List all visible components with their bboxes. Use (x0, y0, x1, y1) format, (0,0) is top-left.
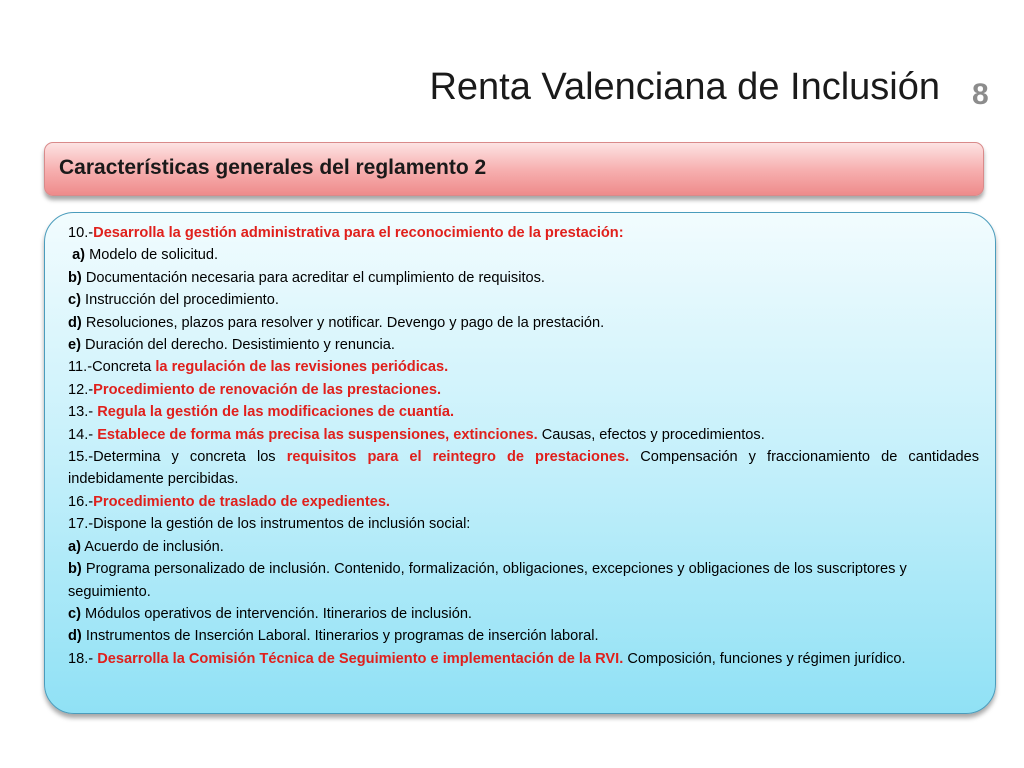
item-text: Causas, efectos y procedimientos. (537, 426, 765, 443)
item-letter: b) (68, 269, 82, 286)
item-letter: e) (68, 337, 81, 354)
list-item-10b (68, 267, 979, 289)
item-letter: d) (68, 314, 82, 331)
list-item-14 (68, 424, 979, 446)
item-letter: c) (68, 292, 81, 309)
list-item-10d (68, 312, 979, 334)
list-item-16 (68, 491, 979, 513)
item-letter: b) (68, 561, 82, 578)
item-text: Módulos operativos de intervención. Itinerarios de inclusión. (80, 605, 472, 622)
list-item-12 (68, 379, 979, 401)
list-item-10a (68, 244, 979, 266)
list-item-17c (68, 603, 979, 625)
regulation-list (68, 222, 979, 670)
item-number: 11.-Concreta (68, 359, 156, 376)
item-letter: d) (68, 628, 82, 645)
slide-title: Renta Valenciana de Inclusión (429, 66, 940, 108)
item-highlight: Procedimiento de traslado de expedientes. (93, 493, 390, 510)
list-item-18 (68, 648, 979, 670)
list-item-17b (68, 558, 979, 603)
list-item-15 (68, 446, 979, 491)
item-text: Instrumentos de Inserción Laboral. Itinerarios y programas de inserción laboral. (81, 628, 599, 645)
item-highlight: Regula la gestión de las modificaciones de cuantía. (97, 404, 455, 421)
item-text: Resoluciones, plazos para resolver y notificar. Devengo y pago de la prestación. (81, 314, 605, 331)
slide-number: 8 (972, 78, 989, 111)
item-highlight: Desarrolla la gestión administrativa para el reconocimiento de la prestación: (93, 225, 624, 241)
item-number: 16.- (68, 493, 94, 510)
item-text: Duración del derecho. Desistimiento y renuncia. (80, 337, 395, 354)
list-item-17 (68, 513, 979, 535)
item-letter: a) (72, 247, 86, 264)
list-item-10 (68, 222, 979, 244)
item-text: Acuerdo de inclusión. (80, 538, 224, 555)
item-text: Documentación necesaria para acreditar el cumplimiento de requisitos. (81, 269, 545, 286)
item-number: 15.-Determina y concreta los (68, 449, 287, 466)
list-item-10e (68, 334, 979, 356)
item-number: 10.- (68, 225, 94, 241)
item-text: Instrucción del procedimiento. (80, 292, 279, 309)
item-number: 13.- (68, 404, 98, 421)
item-number: 18.- (68, 650, 98, 667)
item-letter: c) (68, 605, 81, 622)
item-text: Composición, funciones y régimen jurídico. (623, 650, 906, 667)
item-text: Modelo de solicitud. (85, 247, 219, 264)
item-highlight: Establece de forma más precisa las suspensiones, extinciones. (97, 426, 538, 443)
content-panel (44, 212, 996, 714)
item-number: 14.- (68, 426, 98, 443)
item-highlight: Procedimiento de renovación de las prestaciones. (93, 381, 442, 398)
list-item-11 (68, 356, 979, 378)
list-item-17a (68, 536, 979, 558)
item-highlight: requisitos para el reintegro de prestaciones. (286, 449, 630, 466)
item-text: Compensación y fraccionamiento de cantidades indebidamente percibidas. (68, 449, 979, 488)
item-text: 17.-Dispone la gestión de los instrumentos de inclusión social: (68, 516, 471, 533)
section-header-bar (44, 142, 984, 196)
list-item-13 (68, 401, 979, 423)
section-heading: Características generales del reglamento 2 (59, 156, 487, 179)
item-highlight: la regulación de las revisiones periódicas. (155, 359, 449, 376)
item-text: Programa personalizado de inclusión. Contenido, formalización, obligaciones, excepciones y obligaciones de los suscriptores y seguimiento. (68, 561, 907, 600)
list-item-10c (68, 289, 979, 311)
item-letter: a) (68, 538, 81, 555)
list-item-17d (68, 625, 979, 647)
item-highlight: Desarrolla la Comisión Técnica de Seguimiento e implementación de la RVI. (97, 650, 624, 667)
item-number: 12.- (68, 381, 94, 398)
